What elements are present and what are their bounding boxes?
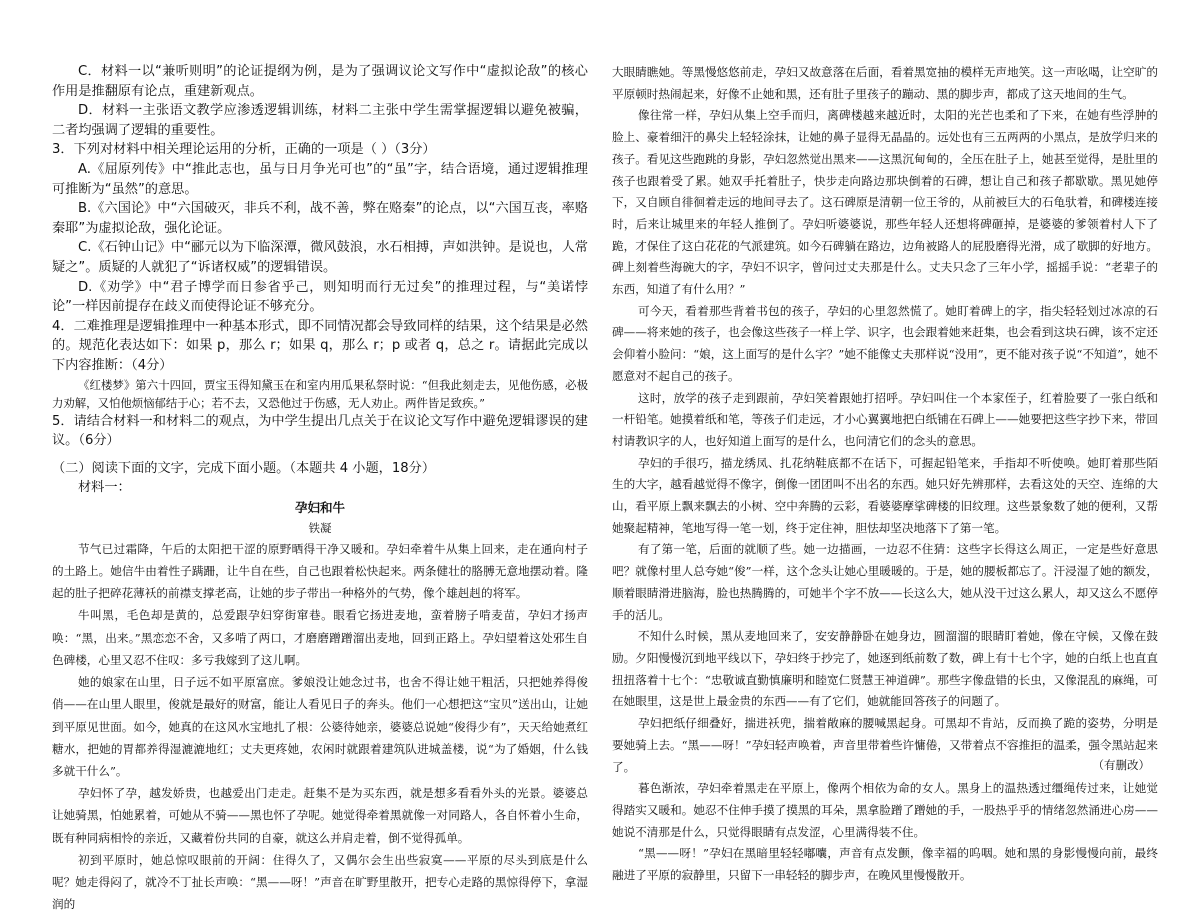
story-paragraph: 她的娘家在山里，日子远不如平原富庶。爹娘没让她念过书，也舍不得让她干粗活，只把她养得俊俏——在山里人眼里，俊就是最好的财富，能让人看见日子的奔头。他们一心想把这“宝贝”送出山，让她到平原见世面。如今，她真的在这风水宝地扎了根：公婆待她亲，婆婆总说她“俊得少有”，天天给她煮红糖水，把她的胃都养得湿漉漉地红；丈夫更疼她，农闲时就跟着建筑队进城盖楼，说“为了婚姻，什么钱多就干什么”。	[52, 675, 588, 778]
question-4-quote: 《红楼梦》第六十四回，贾宝玉得知黛玉在和室内用瓜果私祭时说：“但我此刻走去，见他伤感，必极力劝解，又怕他烦恼郁结于心；若不去，又恐他过于伤感，无人劝止。两件皆足致疾。”	[52, 377, 588, 410]
section-2-heading: （二）阅读下面的文字，完成下面小题。（本题共 4 小题，18分）	[52, 460, 436, 476]
question-4-stem: 4．二难推理是逻辑推理中一种基本形式，即不同情况都会导致同样的结果，这个结果是必然的。规范化表达如下：如果 p，那么 r；如果 q，那么 r；p 或者 q，总之 r。请据此完成以下内容推断：（4分）	[52, 318, 588, 373]
story-paragraph: 大眼睛瞧她。等黑慢悠悠前走，孕妇又故意落在后面，看着黑宽抽的模样无声地笑。这一声吆喝，让空旷的平原顿时热闹起来，好像不止她和黑，还有肚子里孩子的蹦动、黑的脚步声，都成了这天地间的生气。	[612, 65, 1158, 101]
question-3-option-d: D.《劝学》中“君子博学而日参省乎己，则知明而行无过矣”的推理过程，与“美诺悖论”一样因前提存在歧义而使得论证不够充分。	[52, 279, 588, 315]
left-column	[52, 62, 588, 915]
material-label: 材料一：	[78, 480, 131, 496]
option-c-prev: C．材料一以“兼听则明”的论证提纲为例，是为了强调议论文写作中“虚拟论敌”的核心作用是推翻原有论点，重建新观点。	[52, 64, 588, 99]
question-3-stem: 3．下列对材料中相关理论运用的分析，正确的一项是（ ）（3分）	[52, 142, 436, 158]
story-paragraph: “黑——呀！”孕妇在黑暗里轻轻嘟囔，声音有点发颤，像幸福的呜咽。她和黑的身影慢慢向前，最终融进了平原的寂静里，只留下一串轻轻的脚步声，在晚风里慢慢散开。	[612, 846, 1158, 883]
story-paragraph: 这时，放学的孩子走到跟前，孕妇笑着跟她打招呼。孕妇叫住一个本家侄子，红着脸要了一张白纸和一杆铅笔。她摸着纸和笔，等孩子们走远，才小心翼翼地把白纸铺在石碑上——她要把这些字抄下来，带回村请教识字的人，也好知道上面写的是什么，也问清它们的念头的意思。	[612, 390, 1158, 448]
story-paragraph: 孕妇怀了孕，越发娇贵，也越爱出门走走。赶集不是为买东西，就是想多看看外头的光景。婆婆总让她骑黑，怕她累着，可她从不骑——黑也怀了孕呢。她觉得牵着黑就像一对同路人，各自怀着小生命，既有种同病相怜的亲近，又藏着份共同的自豪，就这么并肩走着，倒不觉得孤单。	[52, 786, 588, 845]
question-3-option-c: C.《石钟山记》中“郦元以为下临深潭，微风鼓浪，水石相搏，声如洪钟。是说也，人常疑之”。质疑的人就犯了“诉诸权威”的逻辑错误。	[52, 240, 588, 275]
story-paragraph: 初到平原时，她总惊叹眼前的开阔：住得久了，又偶尔会生出些寂寞——平原的尽头到底是什么呢？她走得闷了，就冷不丁扯长声唤：“黑——呀！”声音在旷野里散开，把专心走路的黑惊得停下，拿湿润的	[52, 852, 588, 912]
option-d-prev: D．材料一主张语文教学应渗透逻辑训练，材料二主张中学生需掌握逻辑以避免被骗，二者均强调了逻辑的重要性。	[52, 103, 588, 138]
question-3-option-a: A.《屈原列传》中“推此志也，虽与日月争光可也”的“虽”字，结合语境，通过逻辑推理可推断为“虽然”的意思。	[52, 161, 588, 197]
story-paragraph: 暮色渐浓，孕妇牵着黑走在平原上，像两个相依为命的女人。黑身上的温热透过缰绳传过来，让她觉得踏实又暖和。她忍不住伸手摸了摸黑的耳朵，黑拿脸蹭了蹭她的手，一股热乎乎的情绪忽然涌进心房——她说不清那是什么，只觉得眼睛有点发涩，心里满得装不住。	[612, 781, 1158, 839]
story-paragraph: 节气已过霜降，午后的太阳把干涩的原野晒得干净又暖和。孕妇牵着牛从集上回来，走在通向村子的土路上。她信牛由着性子蹒跚，让牛自在些，自己也跟着松快起来。两条健壮的胳膊无意地摆动着。隆起的肚子把碎花薄袄的前襟支撑老高，让她的步子带出一种格外的气势，像个雄赳赳的将军。	[52, 541, 588, 601]
question-5: 5．请结合材料一和材料二的观点，为中学生提出几点关于在议论文写作中避免逻辑谬误的建议。（6分）	[52, 413, 588, 449]
right-column	[612, 62, 1158, 887]
source-note: （有删改）	[1092, 758, 1150, 772]
story-paragraph: 不知什么时候，黑从麦地回来了，安安静静卧在她身边，圆溜溜的眼睛盯着她，像在守候，又像在鼓励。夕阳慢慢沉到地平线以下，孕妇终于抄完了，她逐到纸前数了数，碑上有十七个字，她的白纸上也直直扭扭落着十七个：“忠敬诚直勤慎廉明和睦宽仁贤慧王神道碑”。那些字像盘错的长虫，又像混乱的麻绳，可在她眼里，这是世上最金贵的东西——有了它们，她就能回答孩子的问题了。	[612, 629, 1158, 709]
story-title: 孕妇和牛	[294, 499, 345, 515]
story-paragraph: 可今天，看着那些背着书包的孩子，孕妇的心里忽然慌了。她盯着碑上的字，指尖轻轻划过冰凉的石碑——将来她的孩子，也会像这些孩子一样上学、识字，也会跟着她来赶集，也会看到这块石碑，该不定还会仰着小脸问：“娘，这上面写的是什么字？”她不能像丈夫那样说“没用”，更不能对孩子说“不知道”，她不愿意对不起自己的孩子。	[612, 303, 1158, 383]
question-3-option-b: B.《六国论》中“六国破灭，非兵不利，战不善，弊在赂秦”的论点，以“六国互丧，率赂秦耶”为虚拟论敌，强化论证。	[52, 201, 588, 236]
story-paragraph: 孕妇把纸仔细叠好，揣进袄兜，揣着敞麻的腰喊黑起身。可黑却不肯站，反而换了跪的姿势，分明是要她骑上去。“黑——呀！”孕妇轻声唤着，声音里带着些许慵倦，又带着点不容推拒的温柔，强令黑站起来了。	[612, 716, 1158, 774]
story-paragraph: 有了第一笔，后面的就顺了些。她一边描画，一边忍不住猜：这些字长得这么周正，一定是些好意思吧？就像村里人总夸她“俊”一样，这个念头让她心里暖暖的。于是，她的腰板都忘了。汗浸湿了她的额发，顺着眼睛滑进脑海，脸也热腾腾的，可她半个字不放——长这么大，她从没干过这么累人，却又这么不愿停手的活儿。	[612, 542, 1158, 622]
story-paragraph: 孕妇的手很巧，描龙绣凤、扎花纳鞋底都不在话下，可握起铅笔来，手指却不听使唤。她盯着那些陌生的大字，越看越觉得不像字，倒像一团团叫不出名的东西。她只好先辨那样，去看这处的天空、连绵的大山，看平原上飘来飘去的小树、空中奔腾的云彩，看婆婆摩挲碑楼的旧纹理。这些景象数了她的便利，又帮她聚起精神，笔地写得一笔一划，终于定住神，胆怯却坚决地落下了第一笔。	[612, 455, 1158, 535]
story-author: 铁凝	[308, 520, 332, 535]
story-paragraph: 牛叫黑，毛色却是黄的，总爱跟孕妇穿街窜巷。眼看它扬进麦地，蛮着膀子啃麦苗，孕妇才扬声唤：“黑，出来。”黑恋恋不舍，又多啃了两口，才磨磨蹭蹭溜出麦地，回到正路上。孕妇望着这处邪生自色碑楼，心里又忍不住叹：多亏我嫁到了这儿啊。	[52, 608, 588, 667]
story-paragraph: 像往常一样，孕妇从集上空手而归，离碑楼越来越近时，太阳的光芒也柔和了下来，在她有些浮肿的脸上、豪着细汗的鼻尖上轻轻涂抹，让她的鼻子显得无晶晶的。远处也有三五两两的小黑点，是放学归来的孩子。看见这些跑跳的身影，孕妇忽然觉出黑来——这黑沉甸甸的，全压在肚子上，她甚至觉得，是肚里的孩子也跟着受了累。她双手托着肚子，快步走向路边那块倒着的石碑，想让自己和孩子都歇歇。黑见她停下，又自顾自徘徊着走远的地间寻去了。这石碑原是清朝一位王爷的，从前被巨大的石龟驮着，和碑楼连接时，后来让城里来的年轻人推倒了。孕妇听婆婆说，那些年轻人还想将碑砸掉，是婆婆的爹领着村人下了跪，才保住了这白花花的气派建筑。如今石碑躺在路边，边角被路人的屁股磨得光滑，成了歇脚的好地方。碑上刻着些海碗大的字，孕妇不识字，曾问过丈夫那是什么。丈夫只念了三年小学，摇摇手说：“老辈子的东西，知道了有什么用？”	[612, 108, 1158, 297]
